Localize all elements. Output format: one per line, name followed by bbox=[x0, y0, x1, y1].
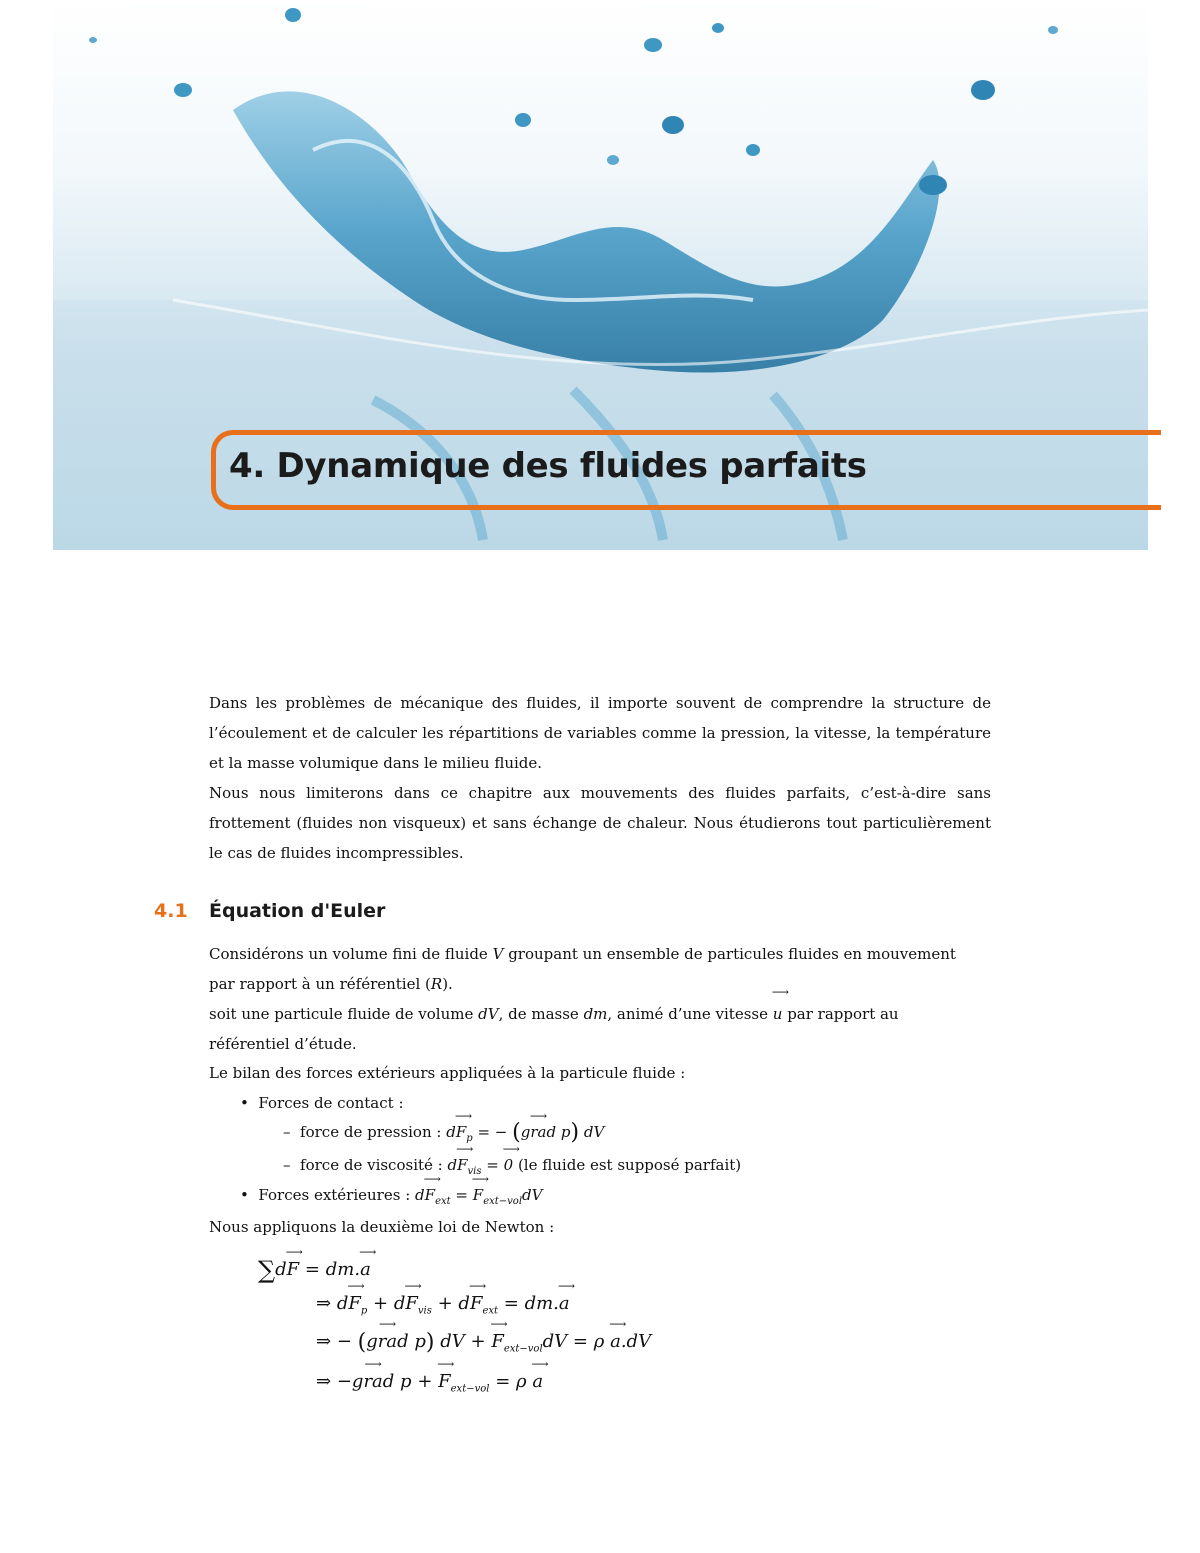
bullet-external-forces: • Forces extérieures : d⟶ $F_{ext}$ = ⟶ $F_{ext-vol}dV$ bbox=[240, 1186, 542, 1207]
intro-paragraph-2: Nous nous limiterons dans ce chapitre aux mouvements des fluides parfaits, c’est-à-dire sans frottement (fluides non visqueux) et sans échange de chaleur. Nous étudierons tout particulièrement le cas de fluides incompressibles. bbox=[209, 784, 991, 862]
body-paragraph-volume: Considérons un volume fini de fluide V groupant un ensemble de particules fluides en mouvement par rapport à un référentiel (R). bbox=[209, 945, 956, 993]
velocity-vector: ⟶ u bbox=[773, 999, 783, 1029]
chapter-title: 4. Dynamique des fluides parfaits bbox=[229, 446, 867, 486]
equation-force-decomposition: ⇒ d⟶ $F_p$ + d⟶ $F_{vis}$ + d⟶ $F_{ext}$ = dm.⟶ a bbox=[316, 1293, 570, 1317]
forces-intro: Le bilan des forces extérieurs appliquées à la particule fluide : bbox=[209, 1064, 686, 1082]
equation-euler: ⇒ −⟶ grad p + ⟶ $F_{ext-vol} = \rho$ ⟶ a bbox=[316, 1371, 543, 1395]
section-title: Équation d'Euler bbox=[209, 900, 386, 922]
section-number: 4.1 bbox=[154, 900, 188, 922]
equation-newton-sum: ∑d⟶ F = dm.⟶ a bbox=[258, 1256, 371, 1284]
newton-intro: Nous appliquons la deuxième loi de Newton : bbox=[209, 1218, 555, 1236]
bullet-contact-forces: • Forces de contact : bbox=[240, 1094, 404, 1112]
pressure-force-item: – force de pression : d⟶ $F_p$ = − (⟶ grad p) dV bbox=[283, 1120, 604, 1145]
viscosity-force-item: – force de viscosité : d⟶ $F_{vis}$ = ⟶ 0 (le fluide est supposé parfait) bbox=[283, 1156, 741, 1177]
intro-paragraph-1: Dans les problèmes de mécanique des fluides, il importe souvent de comprendre la structure de l’écoulement et de calculer les répartitions de variables comme la pression, la vitesse, la température et la masse volumique dans le milieu fluide. bbox=[209, 694, 991, 772]
equation-substitution: ⇒ − (⟶ grad p) dV + ⟶ $F_{ext-vol}dV = \rho$ ⟶ a.dV bbox=[316, 1330, 651, 1355]
body-paragraph-particle: soit une particule fluide de volume dV, de masse dm, animé d’une vitesse ⟶ u par rapport au référentiel d’étude. bbox=[209, 999, 991, 1059]
